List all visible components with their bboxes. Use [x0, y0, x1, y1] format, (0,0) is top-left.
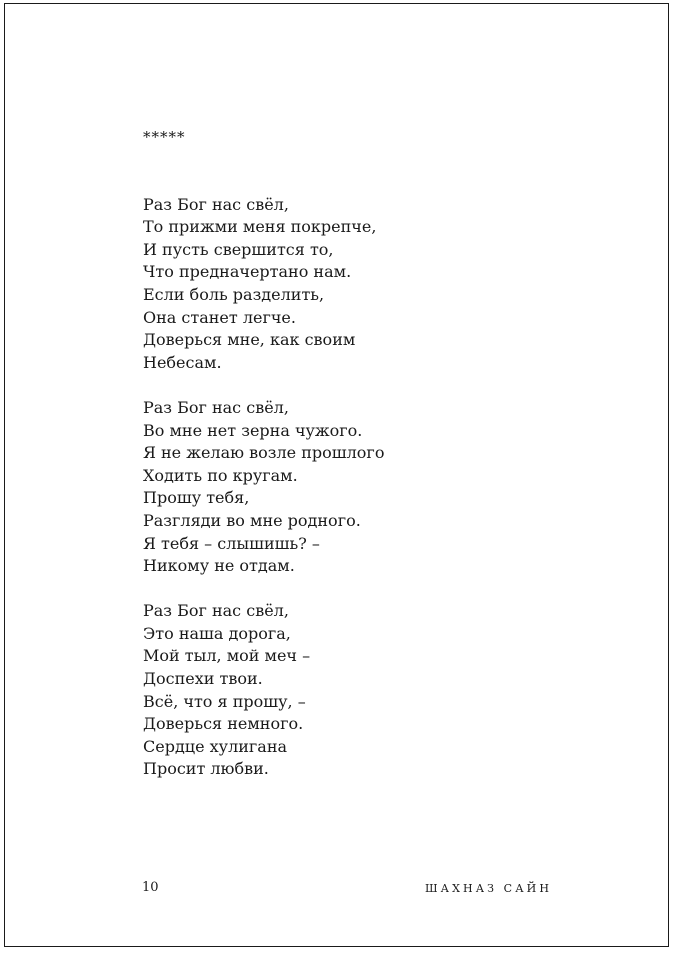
poem-line: Доспехи твои. — [143, 669, 263, 689]
poem-line: Раз Бог нас свёл, — [143, 397, 289, 417]
poem-line: Небесам. — [143, 352, 222, 372]
poem-line: Я не желаю возле прошлого — [143, 443, 385, 463]
book-page — [4, 3, 669, 947]
poem-line: Просит любви. — [143, 759, 269, 779]
stanza-1 — [143, 194, 384, 375]
poem-line: И пусть свершится то, — [143, 239, 334, 259]
poem-line: Сердце хулигана — [143, 736, 288, 756]
poem-line: Я тебя – слышишь? – — [143, 533, 320, 553]
stanza-3 — [143, 600, 384, 781]
poem-line: То прижми меня покрепче, — [143, 217, 377, 237]
poem-line: Она станет легче. — [143, 307, 296, 327]
poem-line: Это наша дорога, — [143, 623, 291, 643]
page-number: 10 — [142, 880, 159, 895]
poem-line: Доверься немного. — [143, 714, 304, 734]
poem-line: Во мне нет зерна чужого. — [143, 420, 363, 440]
poem-line: Доверься мне, как своим — [143, 330, 356, 350]
poem-line: Мой тыл, мой меч – — [143, 646, 311, 666]
poem-line: Раз Бог нас свёл, — [143, 601, 289, 621]
poem-line: Раз Бог нас свёл, — [143, 194, 289, 214]
poem-line: Если боль разделить, — [143, 284, 325, 304]
running-footer-author: ШАХНАЗ САЙН — [425, 882, 553, 895]
poem-line: Прошу тебя, — [143, 488, 250, 508]
stanza-2 — [143, 397, 384, 578]
poem — [143, 126, 384, 781]
poem-line: Никому не отдам. — [143, 556, 295, 576]
poem-line: Ходить по кругам. — [143, 465, 298, 485]
poem-line: Разгляди во мне родного. — [143, 510, 361, 530]
poem-line: Всё, что я прошу, – — [143, 691, 306, 711]
section-divider: ***** — [143, 128, 186, 146]
poem-line: Что предначертано нам. — [143, 262, 352, 282]
